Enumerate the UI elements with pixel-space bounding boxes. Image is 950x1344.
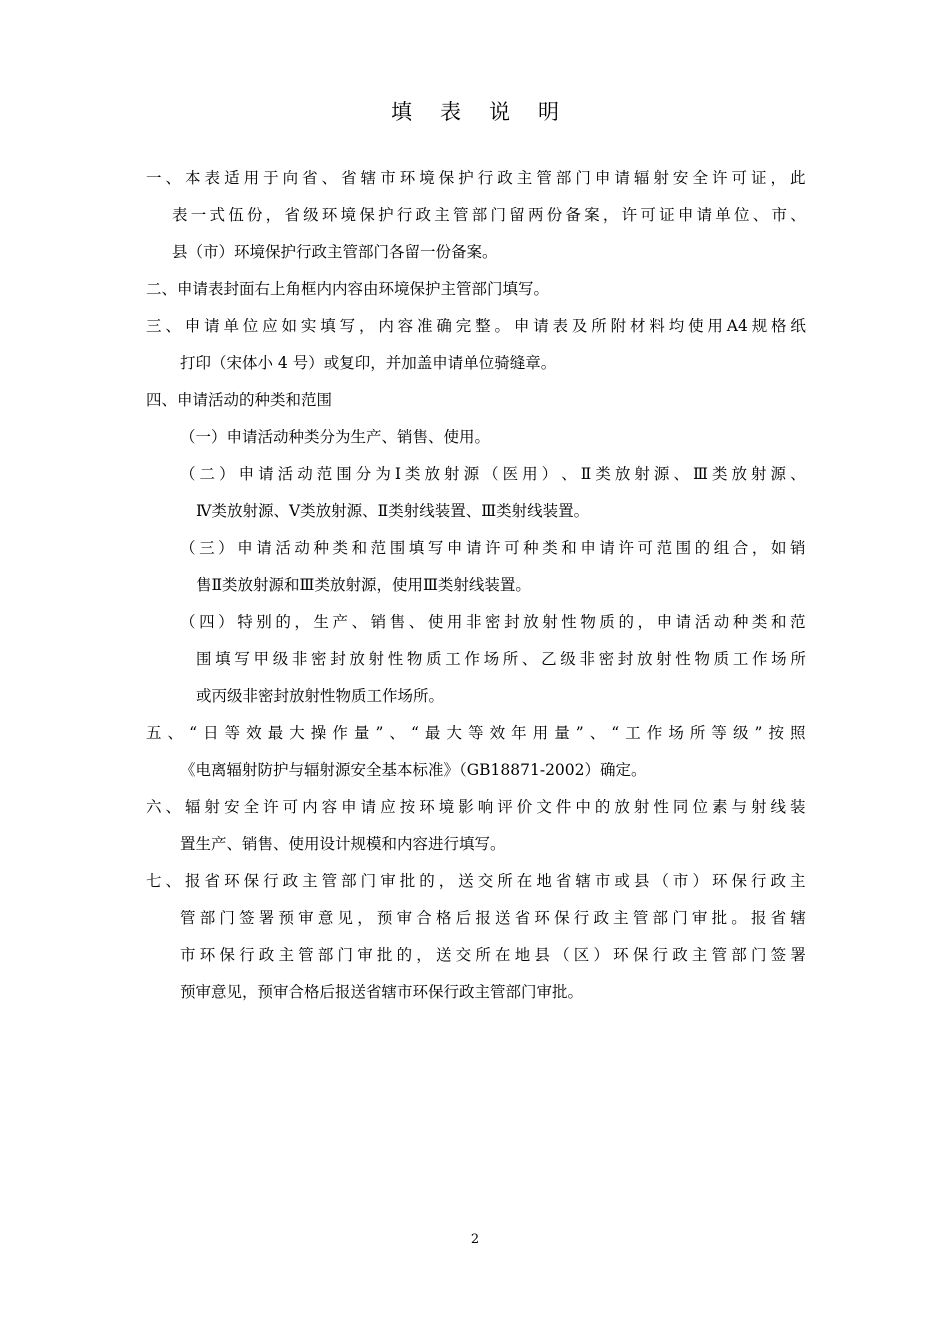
instruction-line: 打印（宋体小 4 号）或复印，并加盖申请单位骑缝章。 [180,354,557,372]
instruction-line: 县（市）环境保护行政主管部门各留一份备案。 [172,243,498,261]
instruction-line: 预审意见，预审合格后报送省辖市环保行政主管部门审批。 [180,983,584,1001]
instruction-line: 五 、 “ 日 等 效 最 大 操 作 量 ” 、 “ 最 大 等 效 年 用 量 ” 、 “ 工 作 场 所 等 级 ” 按 照 [146,724,806,742]
instruction-line: 三 、 申 请 单 位 应 如 实 填 写 ， 内 容 准 确 完 整 。 申 请 表 及 所 附 材 料 均 使 用 A4 规 格 纸 [146,317,806,335]
instruction-line: （ 四 ） 特 别 的 ， 生 产 、 销 售 、 使 用 非 密 封 放 射 性 物 质 的 ， 申 请 活 动 种 类 和 范 [180,613,806,631]
instruction-line: 售Ⅱ类放射源和Ⅲ类放射源，使用Ⅲ类射线装置。 [196,576,531,594]
instruction-line: 表 一 式 伍 份 ， 省 级 环 境 保 护 行 政 主 管 部 门 留 两 份 备 案 ， 许 可 证 申 请 单 位 、 市 、 [172,206,806,224]
instruction-line: 四、申请活动的种类和范围 [146,391,333,409]
instruction-line: （ 二 ） 申 请 活 动 范 围 分 为 Ⅰ 类 放 射 源 （ 医 用 ） 、 Ⅱ 类 放 射 源 、 Ⅲ 类 放 射 源 、 [180,465,806,483]
instruction-line: 围 填 写 甲 级 非 密 封 放 射 性 物 质 工 作 场 所 、 乙 级 非 密 封 放 射 性 物 质 工 作 场 所 [196,650,806,668]
instruction-line: 市 环 保 行 政 主 管 部 门 审 批 的 ， 送 交 所 在 地 县 （ 区 ） 环 保 行 政 主 管 部 门 签 署 [180,946,806,964]
instruction-line: 置生产、销售、使用设计规模和内容进行填写。 [180,835,506,853]
instruction-line: （ 三 ） 申 请 活 动 种 类 和 范 围 填 写 申 请 许 可 种 类 和 申 请 许 可 范 围 的 组 合 ， 如 销 [180,539,806,557]
instruction-line: （一）申请活动种类分为生产、销售、使用。 [180,428,491,446]
instruction-line: 二、申请表封面右上角框内内容由环境保护主管部门填写。 [146,280,550,298]
instruction-line: 一 、 本 表 适 用 于 向 省 、 省 辖 市 环 境 保 护 行 政 主 管 部 门 申 请 辐 射 安 全 许 可 证 ， 此 [146,169,806,187]
instruction-line: 《电离辐射防护与辐射源安全基本标准》（GB18871-2002）确定。 [180,761,647,779]
instruction-line: 管 部 门 签 署 预 审 意 见 ， 预 审 合 格 后 报 送 省 环 保 行 政 主 管 部 门 审 批 。 报 省 辖 [180,909,806,927]
instruction-line: Ⅳ类放射源、Ⅴ类放射源、Ⅱ类射线装置、Ⅲ类射线装置。 [196,502,590,520]
page-number: 2 [470,1232,480,1247]
page-title: 填表说明 [391,100,587,124]
instruction-line: 六 、 辐 射 安 全 许 可 内 容 申 请 应 按 环 境 影 响 评 价 文 件 中 的 放 射 性 同 位 素 与 射 线 装 [146,798,806,816]
instruction-line: 或丙级非密封放射性物质工作场所。 [196,687,445,705]
instruction-line: 七 、 报 省 环 保 行 政 主 管 部 门 审 批 的 ， 送 交 所 在 地 省 辖 市 或 县 （ 市 ） 环 保 行 政 主 [146,872,806,890]
instructions-body [146,160,806,1011]
